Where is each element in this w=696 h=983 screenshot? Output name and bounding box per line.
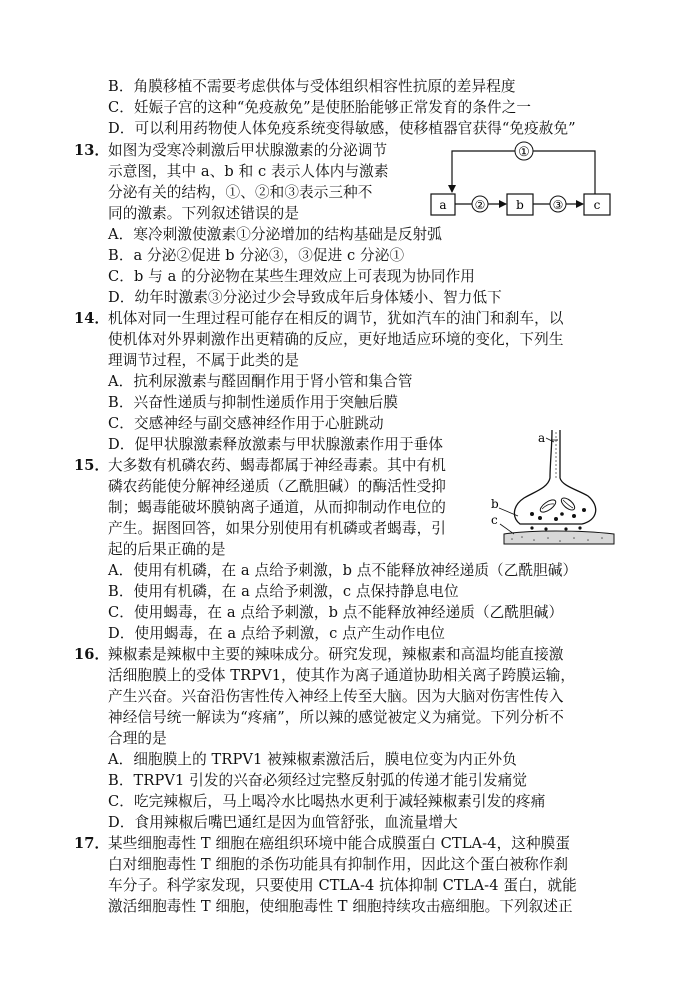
q15-stem-line: 制；蝎毒能破坏膜钠离子通道，从而抑制动作电位的 xyxy=(108,499,446,516)
q15-option-c: C．使用蝎毒，在 a 点给予刺激，b 点不能释放神经递质（乙酰胆碱） xyxy=(108,604,564,621)
q16-stem-line: 神经信号统一解读为“疼痛”，所以辣的感觉被定义为痛觉。下列分析不 xyxy=(108,709,564,726)
q17-number: 17． xyxy=(74,835,110,852)
structure-a-label: a xyxy=(439,198,447,212)
point-c-label: c xyxy=(491,513,498,527)
q15-stem-line: 起的后果正确的是 xyxy=(108,541,226,558)
q17-stem-line: 某些细胞毒性 T 细胞在癌组织环境中能合成膜蛋白 CTLA-4，这种膜蛋 xyxy=(108,835,571,852)
postsynaptic-membrane xyxy=(504,531,614,544)
q12-option-c: C．妊娠子宫的这种“免疫赦免”是使胚胎能够正常发育的条件之一 xyxy=(108,99,532,116)
q13-stem-line: 如图为受寒冷刺激后甲状腺激素的分泌调节 xyxy=(108,142,388,159)
q13-stem-line: 同的激素。下列叙述错误的是 xyxy=(108,205,300,222)
point-b-label: b xyxy=(491,497,499,511)
q15-option-b: B．使用有机磷，在 a 点给予刺激，c 点保持静息电位 xyxy=(108,583,459,600)
synapse-diagram xyxy=(490,426,620,546)
hormone-2-label: ② xyxy=(474,198,486,212)
q17-stem-line: 车分子。科学家发现，只要使用 CTLA-4 抗体抑制 CTLA-4 蛋白，就能 xyxy=(108,877,577,894)
q15-number: 15． xyxy=(74,457,110,474)
q16-option-b: B．TRPV1 引发的兴奋必须经过完整反射弧的传递才能引发痛觉 xyxy=(108,772,528,789)
q16-stem-line: 产生兴奋。兴奋沿伤害性传入神经上传至大脑。因为大脑对伤害性传入 xyxy=(108,688,564,705)
q16-number: 16． xyxy=(74,646,110,663)
q14-stem-line: 机体对同一生理过程可能存在相反的调节，犹如汽车的油门和刹车，以 xyxy=(108,310,564,327)
q12-option-b: B．角膜移植不需要考虑供体与受体组织相容性抗原的差异程度 xyxy=(108,78,516,95)
q13-stem-line: 分泌有关的结构，①、②和③表示三种不 xyxy=(108,184,373,201)
point-a-label: a xyxy=(538,431,546,445)
q16-stem-line: 活细胞膜上的受体 TRPV1，使其作为离子通道协助相关离子跨膜运输， xyxy=(108,667,576,684)
q14-option-a: A．抗利尿激素与醛固酮作用于肾小管和集合管 xyxy=(108,373,413,390)
q14-stem-line: 使机体对外界刺激作出更精确的反应，更好地适应环境的变化，下列生 xyxy=(108,331,564,348)
q16-stem-line: 辣椒素是辣椒中主要的辣味成分。研究发现，辣椒素和高温均能直接激 xyxy=(108,646,564,663)
q14-option-b: B．兴奋性递质与抑制性递质作用于突触后膜 xyxy=(108,394,399,411)
q13-option-d: D．幼年时激素③分泌过少会导致成年后身体矮小、智力低下 xyxy=(108,289,502,306)
hormone-regulation-diagram xyxy=(428,134,614,218)
structure-c-label: c xyxy=(593,198,601,212)
q17-stem-line: 白对细胞毒性 T 细胞的杀伤功能具有抑制作用，因此这个蛋白被称作刹 xyxy=(108,856,569,873)
q14-stem-line: 理调节过程，不属于此类的是 xyxy=(108,352,300,369)
q16-option-a: A．细胞膜上的 TRPV1 被辣椒素激活后，膜电位变为内正外负 xyxy=(108,751,517,768)
q14-option-d: D．促甲状腺激素释放激素与甲状腺激素作用于垂体 xyxy=(108,436,444,453)
q16-stem-line: 合理的是 xyxy=(108,730,167,747)
structure-b-label: b xyxy=(516,198,524,212)
q15-stem-line: 磷农药能使分解神经递质（乙酰胆碱）的酶活性受抑 xyxy=(108,478,446,495)
q15-stem-line: 大多数有机磷农药、蝎毒都属于神经毒素。其中有机 xyxy=(108,457,446,474)
q14-number: 14． xyxy=(74,310,110,327)
q13-option-a: A．寒冷刺激使激素①分泌增加的结构基础是反射弧 xyxy=(108,226,442,243)
q17-stem-line: 激活细胞毒性 T 细胞，使细胞毒性 T 细胞持续攻击癌细胞。下列叙述正 xyxy=(108,898,573,915)
q14-option-c: C．交感神经与副交感神经作用于心脏跳动 xyxy=(108,415,384,432)
q13-option-b: B．a 分泌②促进 b 分泌③，③促进 c 分泌① xyxy=(108,247,405,264)
q16-option-c: C．吃完辣椒后，马上喝冷水比喝热水更利于减轻辣椒素引发的疼痛 xyxy=(108,793,546,810)
q13-number: 13． xyxy=(74,142,110,159)
q13-stem-line: 示意图，其中 a、b 和 c 表示人体内与激素 xyxy=(108,163,389,180)
q16-option-d: D．食用辣椒后嘴巴通红是因为血管舒张，血流量增大 xyxy=(108,814,458,831)
q15-option-d: D．使用蝎毒，在 a 点给予刺激，c 点产生动作电位 xyxy=(108,625,445,642)
q15-option-a: A．使用有机磷，在 a 点给予刺激，b 点不能释放神经递质（乙酰胆碱） xyxy=(108,562,578,579)
q12-option-d: D．可以利用药物使人体免疫系统变得敏感，使移植器官获得“免疫赦免” xyxy=(108,120,576,137)
hormone-1-label: ① xyxy=(518,145,530,160)
q15-stem-line: 产生。据图回答，如果分别使用有机磷或者蝎毒，引 xyxy=(108,520,446,537)
hormone-3-label: ③ xyxy=(552,198,564,212)
q13-option-c: C．b 与 a 的分泌物在某些生理效应上可表现为协同作用 xyxy=(108,268,475,285)
